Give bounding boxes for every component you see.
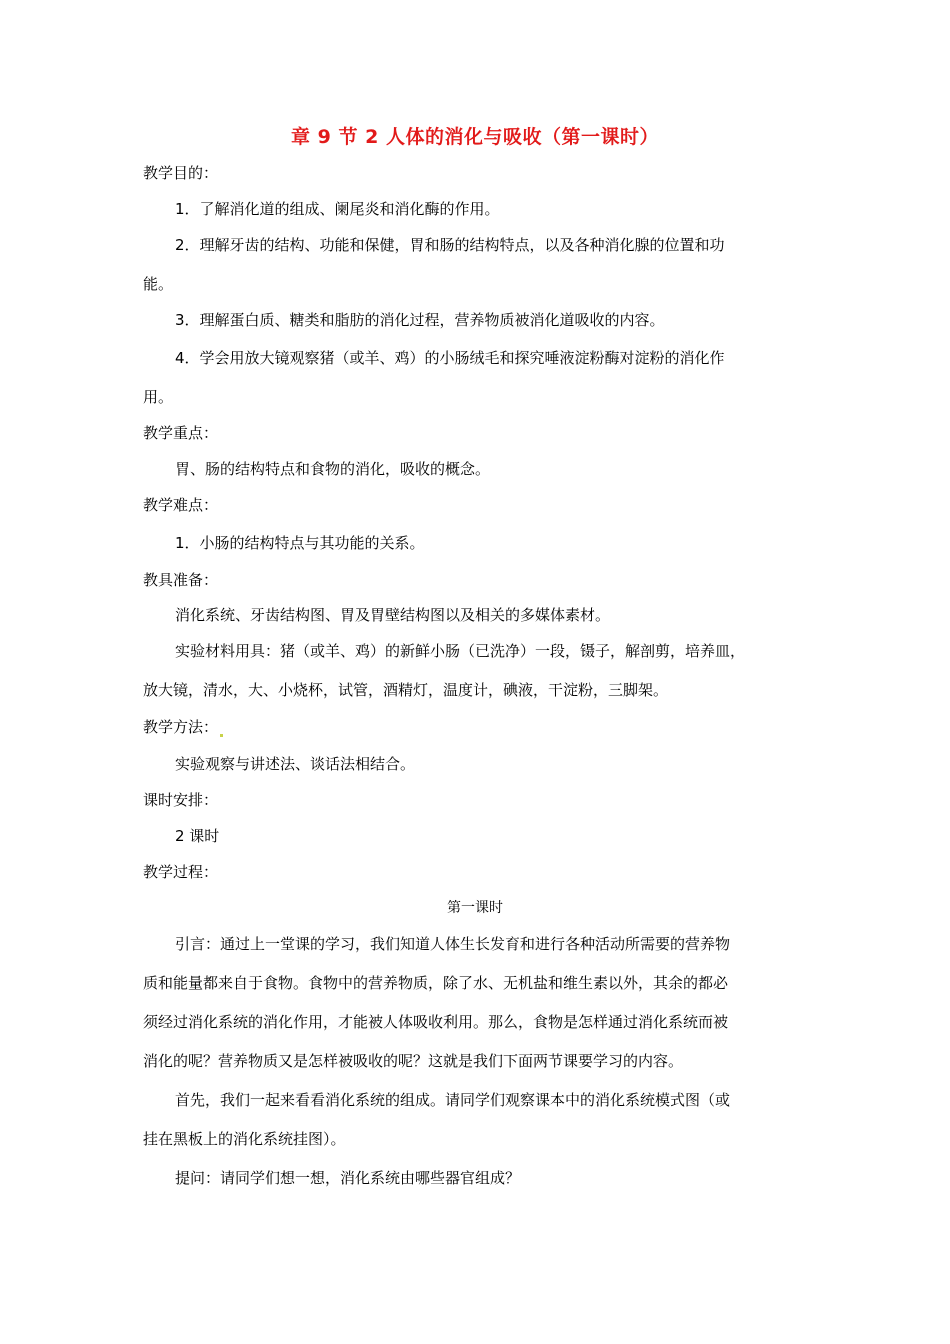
objectives-heading: 教学目的： xyxy=(143,164,219,182)
objective-1: 1．了解消化道的组成、阑尾炎和消化酶的作用。 xyxy=(175,200,500,218)
speck-mark xyxy=(220,734,223,737)
objective-2-line-1: 2．理解牙齿的结构、功能和保健，胃和肠的结构特点，以及各种消化腺的位置和功 xyxy=(175,236,725,254)
lesson-title: 第一课时 xyxy=(447,900,503,916)
intro-line-3: 须经过消化系统的消化作用，才能被人体吸收利用。那么，食物是怎样通过消化系统而被 xyxy=(143,1013,729,1031)
method-heading xyxy=(143,717,223,737)
question-line: 提问：请同学们想一想，消化系统由哪些器官组成？ xyxy=(175,1169,521,1187)
method-heading-text: 教学方法： xyxy=(143,718,219,736)
document-title: 章 9 节 2 人体的消化与吸收（第一课时） xyxy=(291,126,659,148)
intro-line-2: 质和能量都来自于食物。食物中的营养物质，除了水、无机盐和维生素以外，其余的都必 xyxy=(143,974,729,992)
schedule-heading: 课时安排： xyxy=(143,791,219,809)
key-points-heading: 教学重点： xyxy=(143,424,219,442)
method-1: 实验观察与讲述法、谈话法相结合。 xyxy=(175,755,416,773)
tools-heading: 教具准备： xyxy=(143,571,219,589)
objective-3: 3．理解蛋白质、糖类和脂肪的消化过程，营养物质被消化道吸收的内容。 xyxy=(175,311,665,329)
objective-4-line-2: 用。 xyxy=(143,388,174,406)
difficulty-heading: 教学难点： xyxy=(143,496,219,514)
intro-line-1: 引言：通过上一堂课的学习，我们知道人体生长发育和进行各种活动所需要的营养物 xyxy=(175,935,731,953)
objective-2-line-2: 能。 xyxy=(143,275,174,293)
difficulty-1: 1．小肠的结构特点与其功能的关系。 xyxy=(175,534,425,552)
tools-line-3: 放大镜，清水，大、小烧杯，试管，酒精灯，温度计，碘液，干淀粉，三脚架。 xyxy=(143,681,669,699)
schedule-1: 2 课时 xyxy=(175,827,220,845)
tools-line-2: 实验材料用具：猪（或羊、鸡）的新鲜小肠（已洗净）一段，镊子，解剖剪，培养皿， xyxy=(175,642,746,660)
key-point-1: 胃、肠的结构特点和食物的消化，吸收的概念。 xyxy=(175,460,491,478)
tools-line-1: 消化系统、牙齿结构图、胃及胃壁结构图以及相关的多媒体素材。 xyxy=(175,606,611,624)
first-line-1: 首先，我们一起来看看消化系统的组成。请同学们观察课本中的消化系统模式图（或 xyxy=(175,1091,731,1109)
process-heading: 教学过程： xyxy=(143,863,219,881)
objective-4-line-1: 4．学会用放大镜观察猪（或羊、鸡）的小肠绒毛和探究唾液淀粉酶对淀粉的消化作 xyxy=(175,349,725,367)
intro-line-4: 消化的呢？营养物质又是怎样被吸收的呢？这就是我们下面两节课要学习的内容。 xyxy=(143,1052,684,1070)
first-line-2: 挂在黑板上的消化系统挂图）。 xyxy=(143,1130,346,1148)
